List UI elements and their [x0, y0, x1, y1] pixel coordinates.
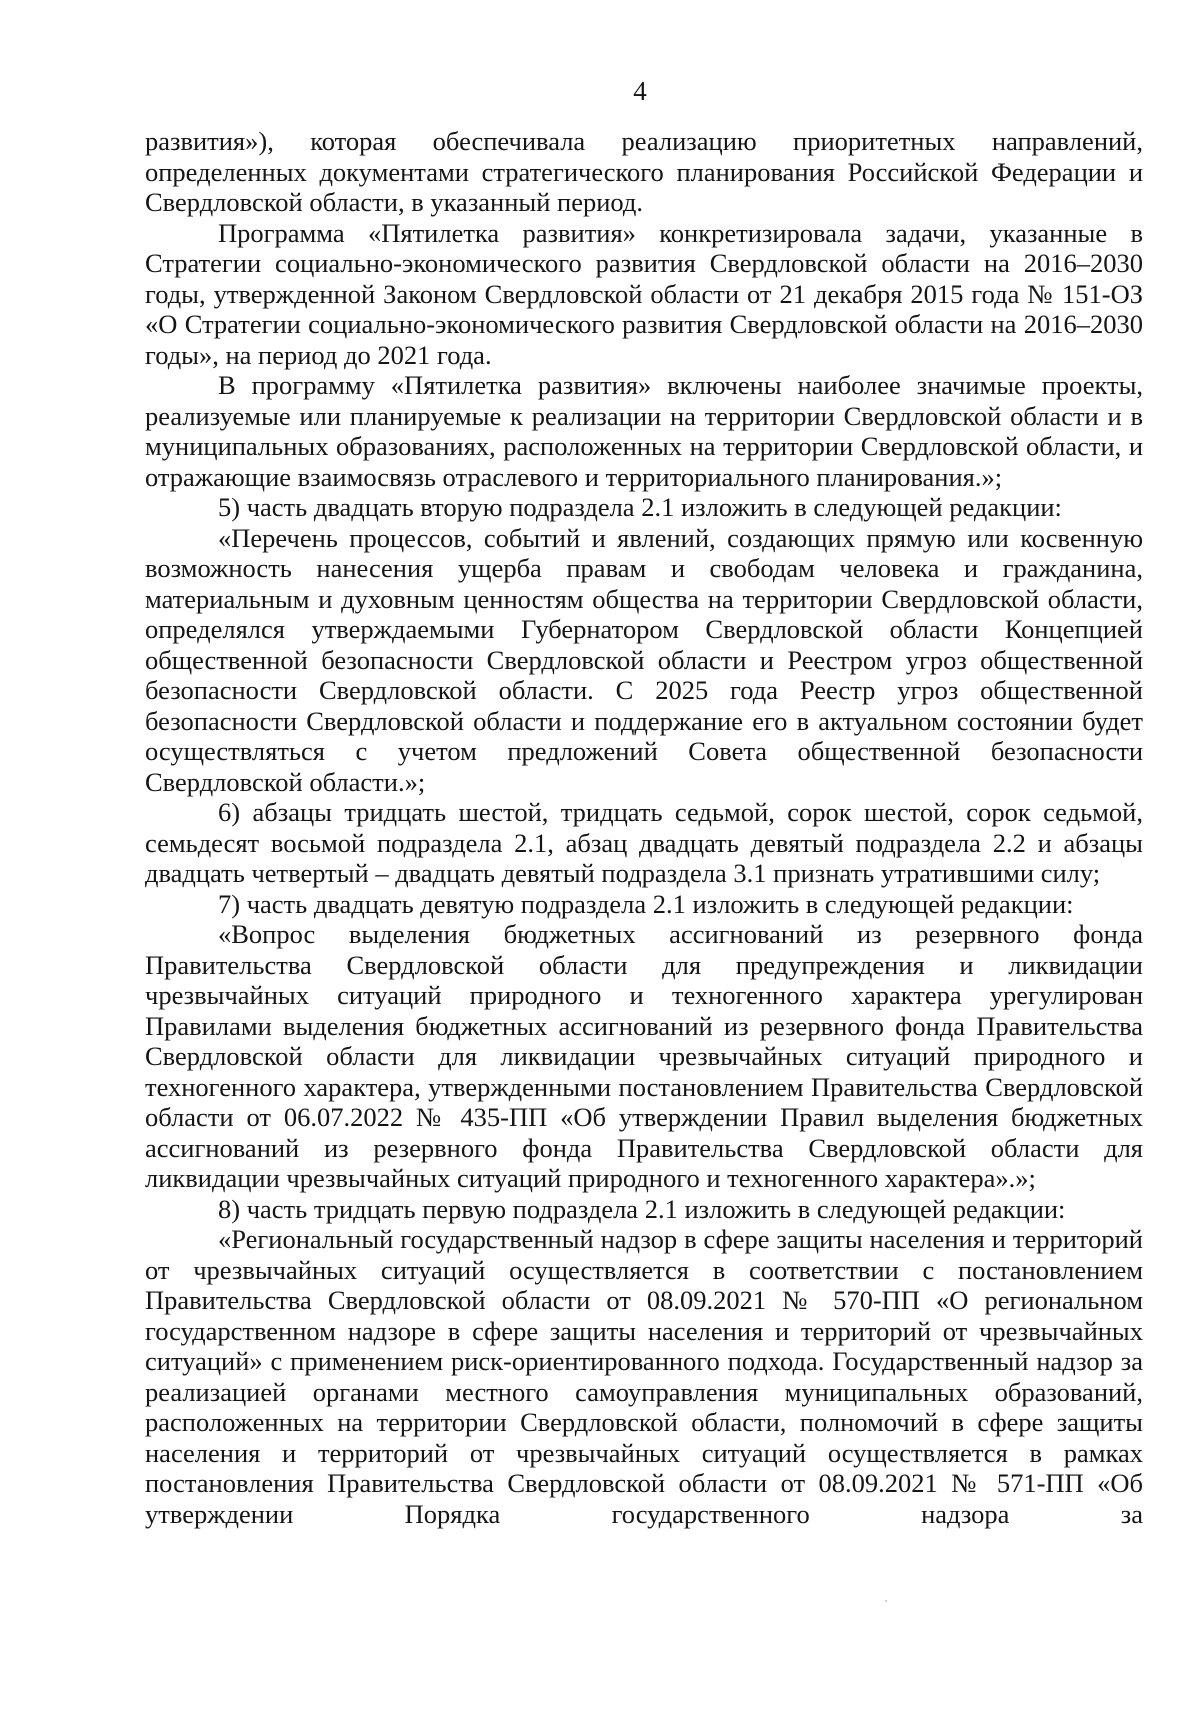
paragraph: «Перечень процессов, событий и явлений, создающих прямую или косвенную возможность нанесения ущерба правам и свободам человека и гражданина, материальным и духовным ценностям общества на территории Свердловской области, определялся утверждаемыми Губернатором Свердловской области Концепцией общественной безопасности Свердловской области и Реестром угроз общественной безопасности Свердловской области. С 2025 года Реестр угроз общественной безопасности Свердловской области и поддержание его в актуальном состоянии будет осуществляться с учетом предложений Совета общественной безопасности Свердловской области.»;: [145, 522, 1143, 797]
paragraph: «Вопрос выделения бюджетных ассигнований из резервного фонда Правительства Свердловской области для предупреждения и ликвидации чрезвычайных ситуаций природного и техногенного характера урегулирован Правилами выделения бюджетных ассигнований из резервного фонда Правительства Свердловской области для ликвидации чрезвычайных ситуаций природного и техногенного характера, утвержденными постановлением Правительства Свердловской области от 06.07.2022 № 435-ПП «Об утверждении Правил выделения бюджетных ассигнований из резервного фонда Правительства Свердловской области для ликвидации чрезвычайных ситуаций природного и техногенного характера».»;: [145, 919, 1143, 1193]
paragraph: 8) часть тридцать первую подраздела 2.1 изложить в следующей редакции:: [218, 1193, 1066, 1224]
paragraph: 5) часть двадцать вторую подраздела 2.1 изложить в следующей редакции:: [218, 492, 1062, 522]
scan-speck: [885, 1600, 887, 1602]
paragraph: Программа «Пятилетка развития» конкретизировала задачи, указанные в Стратегии социально-экономического развития Свердловской области на 2016–2030 годы, утвержденной Законом Свердловской области от 21 декабря 2015 года № 151-ОЗ «О Стратегии социально-экономического развития Свердловской области на 2016–2030 годы», на период до 2021 года.: [145, 217, 1143, 370]
paragraph: В программу «Пятилетка развития» включены наиболее значимые проекты, реализуемые или планируемые к реализации на территории Свердловской области и в муниципальных образованиях, расположенных на территории Свердловской области, и отражающие взаимосвязь отраслевого и территориального планирования.»;: [145, 370, 1143, 492]
paragraph: 6) абзацы тридцать шестой, тридцать седьмой, сорок шестой, сорок седьмой, семьдесят восьмой подраздела 2.1, абзац двадцать девятый подраздела 2.2 и абзацы двадцать четвертый – двадцать девятый подраздела 3.1 признать утратившими силу;: [145, 797, 1143, 888]
paragraph: развития»), которая обеспечивала реализацию приоритетных направлений, определенных документами стратегического планирования Российской Федерации и Свердловской области, в указанный период.: [145, 126, 1143, 217]
paragraph: 7) часть двадцать девятую подраздела 2.1 изложить в следующей редакции:: [218, 888, 1074, 919]
paragraph: «Региональный государственный надзор в сфере защиты населения и территорий от чрезвычайных ситуаций осуществляется в соответствии с постановлением Правительства Свердловской области от 08.09.2021 № 570-ПП «О региональном государственном надзоре в сфере защиты населения и территорий от чрезвычайных ситуаций» с применением риск-ориентированного подхода. Государственный надзор за реализацией органами местного самоуправления муниципальных образований, расположенных на территории Свердловской области, полномочий в сфере защиты населения и территорий от чрезвычайных ситуаций осуществляется в рамках постановления Правительства Свердловской области от 08.09.2021 № 571-ПП «Об утверждении Порядка государственного надзора за: [145, 1224, 1143, 1529]
page-number: 4: [633, 76, 647, 106]
document-body: [145, 126, 1143, 1529]
